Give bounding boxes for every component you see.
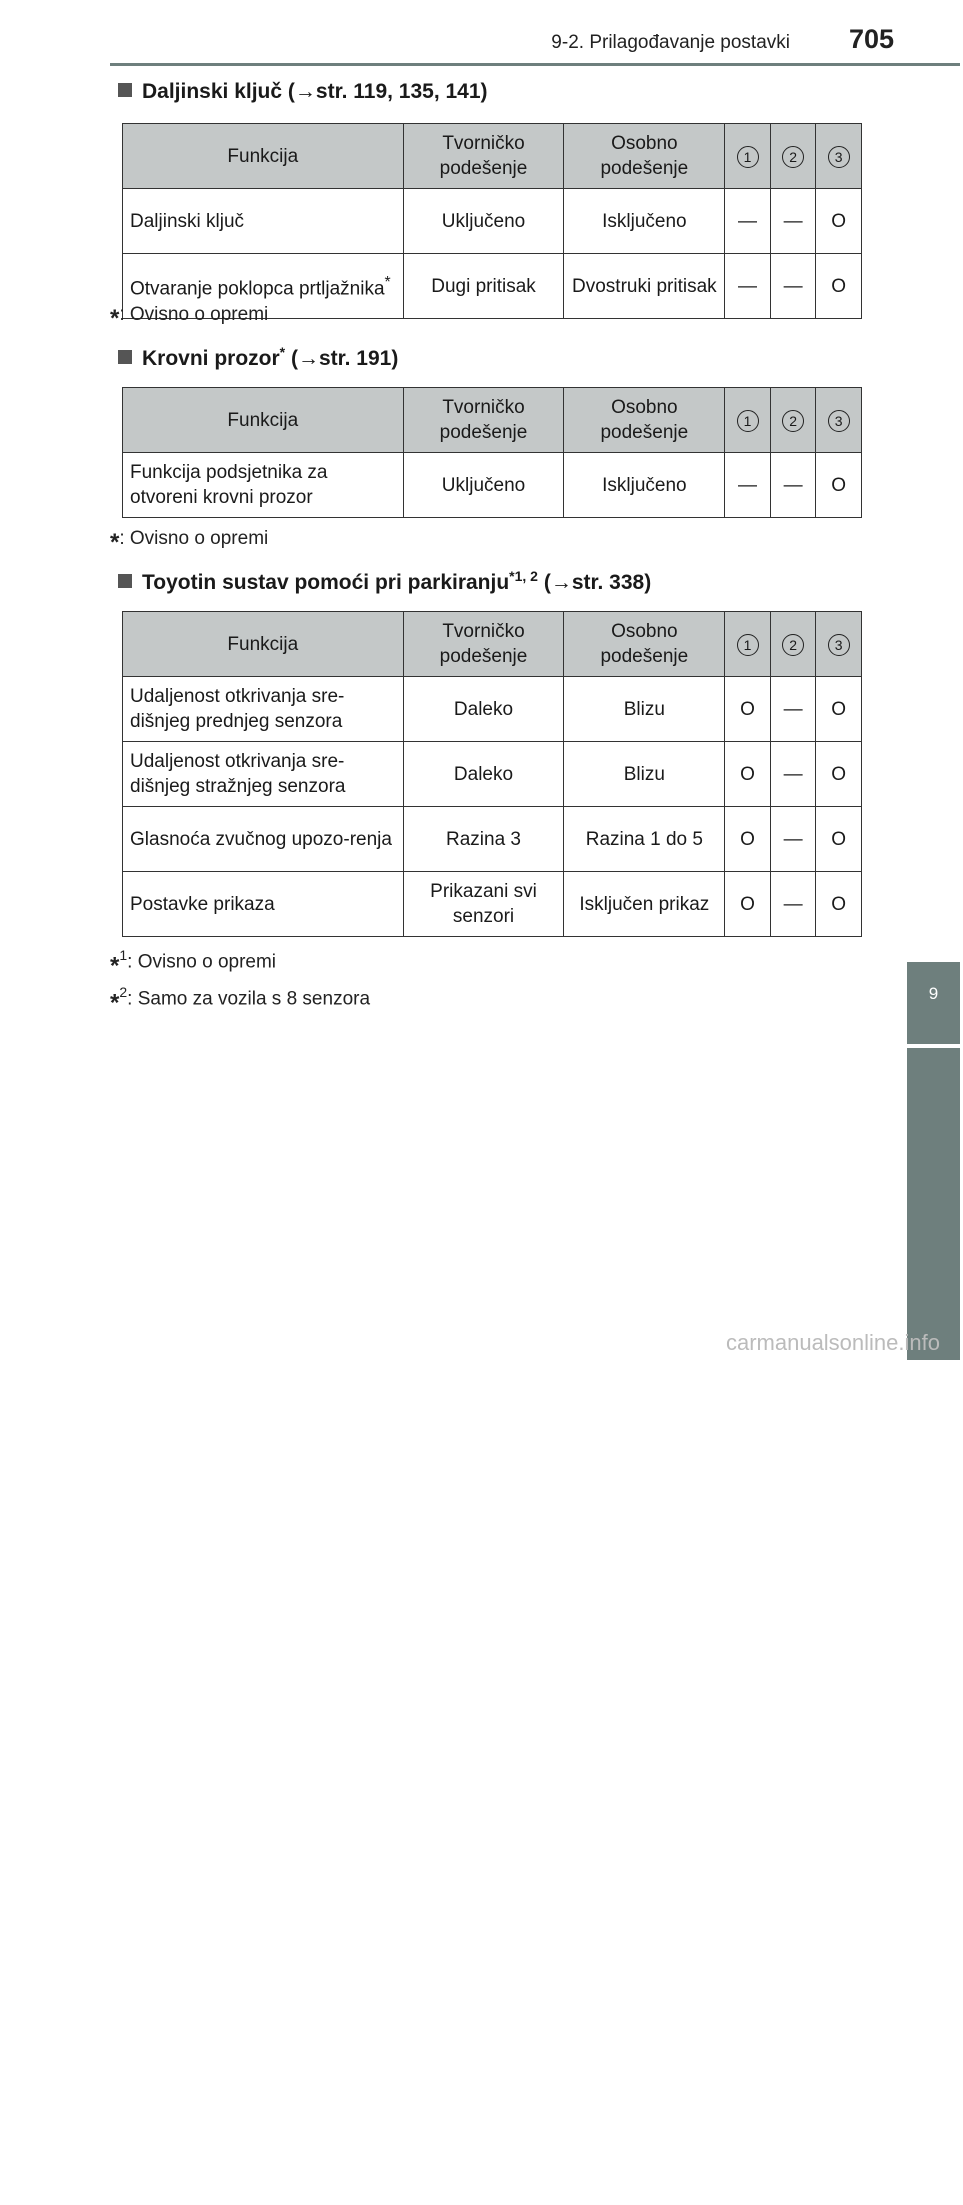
square-bullet-icon	[118, 350, 132, 364]
header-function: Funkcija	[123, 124, 404, 189]
table-row	[123, 742, 862, 807]
cell-col-2: —	[770, 254, 816, 319]
header-col-3	[816, 612, 862, 677]
cell-factory: Uključeno	[403, 453, 564, 518]
header-custom: Osobno podešenje	[564, 388, 725, 453]
cell-function: Otvaranje poklopca prtljažnika*	[123, 254, 404, 319]
cell-col-1: —	[725, 189, 771, 254]
cell-col-1: O	[725, 742, 771, 807]
cell-col-3: O	[816, 453, 862, 518]
cell-col-3: O	[816, 254, 862, 319]
header-factory: Tvorničko podešenje	[403, 612, 564, 677]
header-col-1	[725, 612, 771, 677]
arrow-icon: →	[550, 571, 572, 594]
cell-function: Funkcija podsjetnika za otvoreni krovni prozor	[123, 453, 404, 518]
cell-col-3: O	[816, 742, 862, 807]
footnote: *$^2$: Samo za vozila s 8 senzora	[110, 984, 371, 1017]
circled-number-icon: 1	[737, 146, 759, 168]
header-col-1	[725, 124, 771, 189]
cell-col-2: —	[770, 189, 816, 254]
cell-custom: Isključeno	[564, 453, 725, 518]
table-header-row	[123, 388, 862, 453]
cell-col-1: O	[725, 872, 771, 937]
cell-factory: Razina 3	[403, 807, 564, 872]
header-col-1	[725, 388, 771, 453]
table-header-row	[123, 124, 862, 189]
cell-function: Postavke prikaza	[123, 872, 404, 937]
cell-function: Udaljenost otkrivanja sre-dišnjeg stražnjeg senzora	[123, 742, 404, 807]
chapter-tab[interactable]	[907, 962, 960, 1044]
cell-col-2: —	[770, 807, 816, 872]
cell-col-1: —	[725, 254, 771, 319]
cell-function: Glasnoća zvučnog upozo-renja	[123, 807, 404, 872]
footnote-mark: *	[384, 274, 391, 292]
footnote: *: Ovisno o opremi	[110, 304, 269, 332]
header-function: Funkcija	[123, 388, 404, 453]
circled-number-icon: 3	[828, 410, 850, 432]
circled-number-icon: 1	[737, 410, 759, 432]
table-row	[123, 453, 862, 518]
header-custom: Osobno podešenje	[564, 124, 725, 189]
cell-col-2: —	[770, 742, 816, 807]
cell-col-3: O	[816, 189, 862, 254]
chapter-title: Specifikacije vozila	[924, 2110, 963, 2205]
header-col-2	[770, 612, 816, 677]
cell-col-3: O	[816, 872, 862, 937]
cell-custom: Isključeno	[564, 189, 725, 254]
circled-number-icon: 1	[737, 634, 759, 656]
section-title-sunroof: Krovni prozor* (→str. 191)	[118, 344, 398, 371]
header-factory: Tvorničko podešenje	[403, 124, 564, 189]
table-header-row	[123, 612, 862, 677]
circled-number-icon: 3	[828, 146, 850, 168]
circled-number-icon: 2	[782, 146, 804, 168]
cell-custom: Dvostruki pritisak	[564, 254, 725, 319]
cell-col-2: —	[770, 677, 816, 742]
page-header	[0, 0, 960, 70]
cell-factory: Prikazani svi senzori	[403, 872, 564, 937]
table-row	[123, 677, 862, 742]
cell-col-3: O	[816, 807, 862, 872]
cell-col-2: —	[770, 872, 816, 937]
cell-col-1: O	[725, 677, 771, 742]
cell-factory: Uključeno	[403, 189, 564, 254]
cell-factory: Dugi pritisak	[403, 254, 564, 319]
section-title-parking-assist: Toyotin sustav pomoći pri parkiranju$^{*1, 2}$ (→str. 338)	[118, 568, 651, 595]
table-row	[123, 872, 862, 937]
table-row	[123, 189, 862, 254]
square-bullet-icon	[118, 574, 132, 588]
cell-col-3: O	[816, 677, 862, 742]
header-col-2	[770, 124, 816, 189]
arrow-icon: →	[297, 347, 319, 370]
cell-function: Daljinski ključ	[123, 189, 404, 254]
page-number: 705	[848, 24, 894, 54]
circled-number-icon: 2	[782, 410, 804, 432]
table-row	[123, 807, 862, 872]
cell-factory: Daleko	[403, 677, 564, 742]
header-col-3	[816, 124, 862, 189]
header-custom: Osobno podešenje	[564, 612, 725, 677]
settings-table-parking-assist	[122, 611, 862, 937]
watermark: carmanualsonline.info	[725, 1330, 940, 1355]
cell-col-2: —	[770, 453, 816, 518]
cell-custom: Razina 1 do 5	[564, 807, 725, 872]
header-factory: Tvorničko podešenje	[403, 388, 564, 453]
arrow-icon: →	[294, 80, 316, 103]
square-bullet-icon	[118, 83, 132, 97]
circled-number-icon: 3	[828, 634, 850, 656]
cell-custom: Blizu	[564, 677, 725, 742]
header-col-2	[770, 388, 816, 453]
settings-table-sunroof	[122, 387, 862, 518]
chapter-side-bar	[907, 1048, 963, 2205]
cell-custom: Blizu	[564, 742, 725, 807]
section-title-remote-key: Daljinski ključ (→str. 119, 135, 141)	[118, 80, 488, 104]
header-rule	[110, 63, 960, 66]
cell-col-1: O	[725, 807, 771, 872]
footnote: *$^1$: Ovisno o opremi	[110, 947, 277, 980]
cell-col-1: —	[725, 453, 771, 518]
chapter-number: 9	[928, 984, 939, 1003]
circled-number-icon: 2	[782, 634, 804, 656]
cell-custom: Isključen prikaz	[564, 872, 725, 937]
section-label: 9-2. Prilagođavanje postavki	[551, 32, 790, 53]
settings-table-remote-key	[122, 123, 862, 319]
cell-factory: Daleko	[403, 742, 564, 807]
header-function: Funkcija	[123, 612, 404, 677]
footnote: *: Ovisno o opremi	[110, 528, 269, 556]
cell-function: Udaljenost otkrivanja sre-dišnjeg prednjeg senzora	[123, 677, 404, 742]
header-col-3	[816, 388, 862, 453]
